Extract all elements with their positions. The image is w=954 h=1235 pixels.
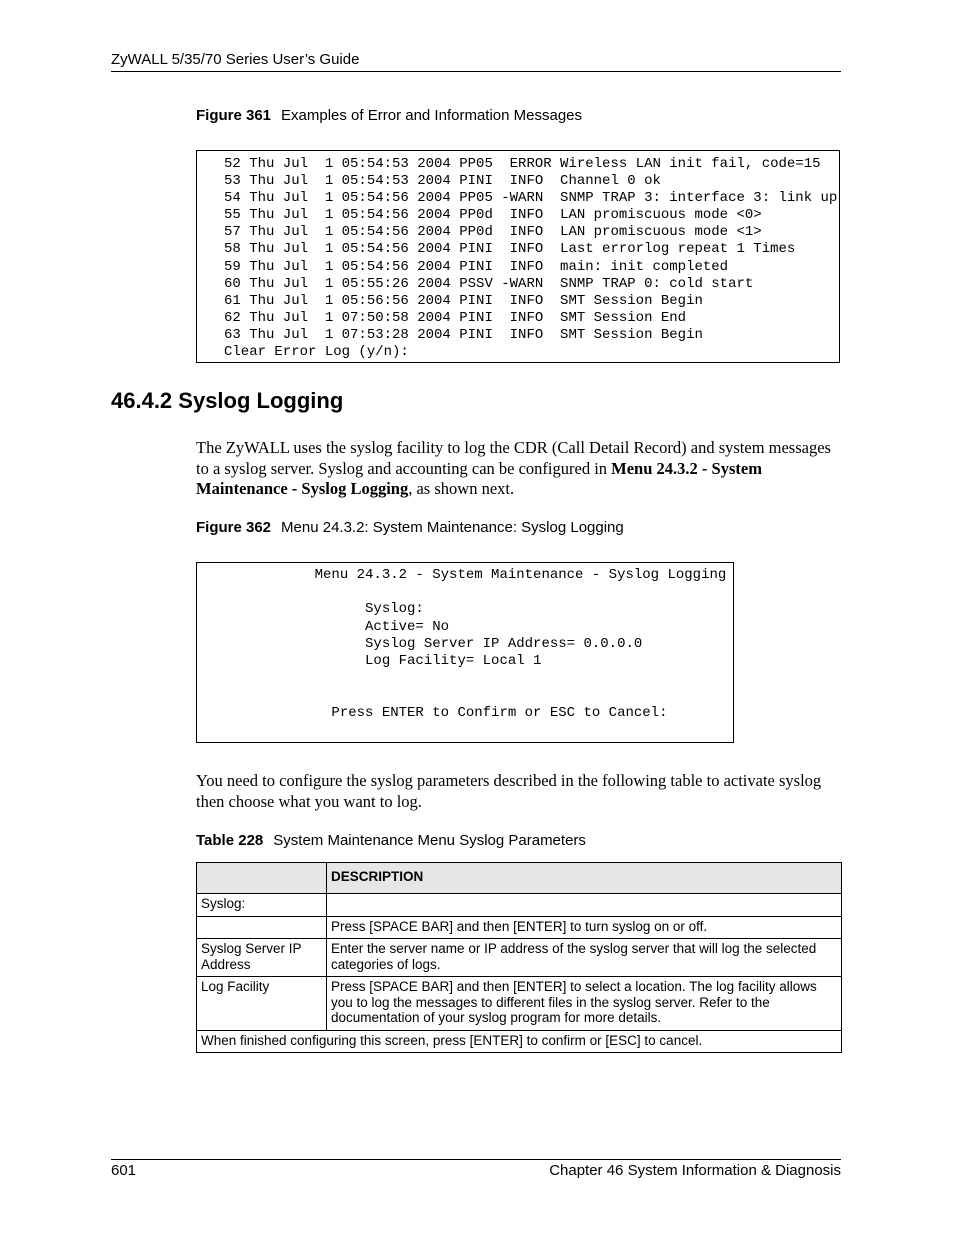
figure-362-label: Figure 362 xyxy=(196,519,272,536)
chapter-title: Chapter 46 System Information & Diagnosis xyxy=(549,1162,841,1179)
table-row xyxy=(197,894,842,917)
table-footer-note: When finished configuring this screen, press [ENTER] to confirm or [ESC] to cancel. xyxy=(197,1030,842,1053)
figure-362-menu-screen xyxy=(196,562,734,743)
error-log-listing: 52 Thu Jul 1 05:54:53 2004 PP05 ERROR Wireless LAN init fail, code=15 53 Thu Jul 1 05:54:53 2004 PINI INFO Channel 0 ok 54 Thu Jul 1 05:54:56 2004 PP05 -WARN SNMP TRAP 3: interface 3: link up 55 Thu Jul 1 05:54:56 2004 PP0d INFO LAN promiscuous mode <0> 57 Thu Jul 1 05:54:56 2004 PP0d INFO LAN promiscuous mode <1> 58 Thu Jul 1 05:54:56 2004 PINI INFO Last errorlog repeat 1 Times 59 Thu Jul 1 05:54:56 2004 PINI INFO main: init completed 60 Thu Jul 1 05:55:26 2004 PSSV -WARN SNMP TRAP 0: cold start 61 Thu Jul 1 05:56:56 2004 PINI INFO SMT Session Begin 62 Thu Jul 1 07:50:58 2004 PINI INFO SMT Session End 63 Thu Jul 1 07:53:28 2004 PINI INFO SMT Session Begin Clear Error Log (y/n): xyxy=(224,156,838,361)
table-cell-description xyxy=(327,894,842,917)
table-header-description: DESCRIPTION xyxy=(327,863,842,894)
table-footer-row xyxy=(197,1030,842,1053)
table-228-title: System Maintenance Menu Syslog Parameters xyxy=(273,832,586,849)
intro-text-end: , as shown next. xyxy=(408,479,515,498)
table-header-label xyxy=(197,863,327,894)
figure-362-title: Menu 24.3.2: System Maintenance: Syslog Logging xyxy=(281,519,624,536)
table-228-caption xyxy=(196,832,586,849)
table-cell-label xyxy=(197,916,327,939)
intro-menu-reference: Menu 24.3.2 - System Maintenance - Syslog Logging xyxy=(196,458,762,498)
figure-361-log-box xyxy=(196,150,840,363)
figure-361-label: Figure 361 xyxy=(196,107,272,124)
table-header-row xyxy=(197,863,842,894)
table-cell-label: Syslog Server IP Address xyxy=(197,939,327,977)
figure-362-caption xyxy=(196,519,624,536)
section-heading: 46.4.2 Syslog Logging xyxy=(111,388,344,413)
table-cell-label: Syslog: xyxy=(197,894,327,917)
intro-text: The ZyWALL uses the syslog facility to log the CDR (Call Detail Record) and system messages to a syslog server. Syslog and accounting can be configured in xyxy=(196,438,831,478)
figure-361-title: Examples of Error and Information Messages xyxy=(281,107,582,124)
table-228-label: Table 228 xyxy=(196,832,264,849)
table-row xyxy=(197,916,842,939)
syslog-parameters-table xyxy=(196,862,842,1053)
figure-361-caption xyxy=(196,107,582,124)
header-rule xyxy=(111,71,841,72)
table-cell-description: Press [SPACE BAR] and then [ENTER] to select a location. The log facility allows you to log the messages to different files in the syslog server. Refer to the documentation of your syslog program for more details. xyxy=(327,977,842,1031)
syslog-menu-listing: Menu 24.3.2 - System Maintenance - Syslog Logging Syslog: Active= No Syslog Server IP Address= 0.0.0.0 Log Facility= Local 1 Press ENTER to Confirm or ESC to Cancel: xyxy=(314,567,727,721)
table-cell-label: Log Facility xyxy=(197,977,327,1031)
table-row xyxy=(197,939,842,977)
table-row xyxy=(197,977,842,1031)
table-cell-description: Enter the server name or IP address of the syslog server that will log the selected categories of logs. xyxy=(327,939,842,977)
config-paragraph: You need to configure the syslog parameters described in the following table to activate syslog then choose what you want to log. xyxy=(196,771,822,811)
table-cell-description: Press [SPACE BAR] and then [ENTER] to turn syslog on or off. xyxy=(327,916,842,939)
footer-rule xyxy=(111,1159,841,1160)
intro-paragraph xyxy=(196,438,841,500)
page-number: 601 xyxy=(111,1162,137,1179)
running-header: ZyWALL 5/35/70 Series User’s Guide xyxy=(111,51,360,68)
